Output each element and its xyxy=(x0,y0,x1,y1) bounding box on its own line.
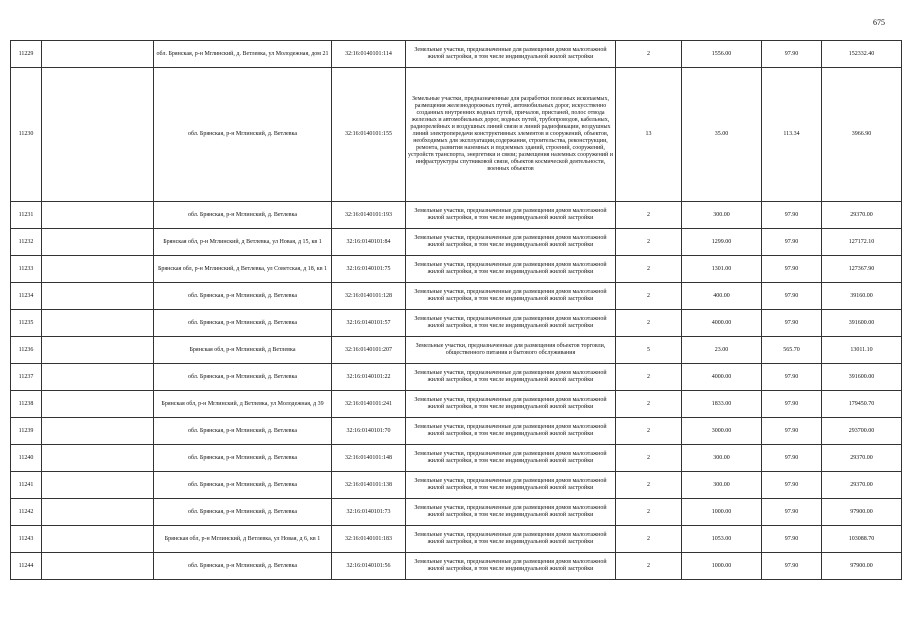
land-use-cell: Земельные участки, предназначенные для размещения домов малоэтажной жилой застройки, в том числе индивидуальной жилой застройки xyxy=(406,418,616,445)
cadastral-number-cell: 32:16:0140101:56 xyxy=(332,553,406,580)
row-id-cell: 11232 xyxy=(11,229,42,256)
row-id-cell: 11236 xyxy=(11,337,42,364)
row-id-cell: 11231 xyxy=(11,202,42,229)
area-cell: 4000.00 xyxy=(682,364,762,391)
specific-value-cell: 113.34 xyxy=(762,68,822,202)
area-cell: 1833.00 xyxy=(682,391,762,418)
row-id-cell: 11233 xyxy=(11,256,42,283)
use-code-cell: 2 xyxy=(616,364,682,391)
address-cell: Брянская обл, р-н Мглинский, д Ветлевка, ул Новая, д 15, кв 1 xyxy=(154,229,332,256)
land-use-cell: Земельные участки, предназначенные для размещения домов малоэтажной жилой застройки, в том числе индивидуальной жилой застройки xyxy=(406,229,616,256)
cadastral-number-cell: 32:16:0140101:114 xyxy=(332,41,406,68)
specific-value-cell: 97.90 xyxy=(762,553,822,580)
address-cell: Брянская обл, р-н Мглинский, д Ветлевка, ул Новая, д 6, кв 1 xyxy=(154,526,332,553)
address-cell: обл. Брянская, р-н Мглинский, д. Ветлевка xyxy=(154,499,332,526)
specific-value-cell: 97.90 xyxy=(762,364,822,391)
area-cell: 1053.00 xyxy=(682,526,762,553)
area-cell: 300.00 xyxy=(682,472,762,499)
land-use-cell: Земельные участки, предназначенные для размещения домов малоэтажной жилой застройки, в том числе индивидуальной жилой застройки xyxy=(406,526,616,553)
cadastral-number-cell: 32:16:0140101:138 xyxy=(332,472,406,499)
blank-cell xyxy=(42,337,154,364)
blank-cell xyxy=(42,202,154,229)
specific-value-cell: 97.90 xyxy=(762,283,822,310)
row-id-cell: 11234 xyxy=(11,283,42,310)
cadastral-value-cell: 29370.00 xyxy=(822,445,902,472)
use-code-cell: 2 xyxy=(616,418,682,445)
cadastral-value-cell: 179450.70 xyxy=(822,391,902,418)
table-row xyxy=(11,445,902,472)
cadastral-value-cell: 39160.00 xyxy=(822,283,902,310)
specific-value-cell: 97.90 xyxy=(762,526,822,553)
use-code-cell: 2 xyxy=(616,41,682,68)
cadastral-value-cell: 127172.10 xyxy=(822,229,902,256)
blank-cell xyxy=(42,229,154,256)
use-code-cell: 2 xyxy=(616,391,682,418)
cadastral-number-cell: 32:16:0140101:193 xyxy=(332,202,406,229)
address-cell: обл. Брянская, р-н Мглинский, д. Ветлевка xyxy=(154,202,332,229)
cadastral-number-cell: 32:16:0140101:22 xyxy=(332,364,406,391)
land-use-cell: Земельные участки, предназначенные для размещения домов малоэтажной жилой застройки, в том числе индивидуальной жилой застройки xyxy=(406,256,616,283)
blank-cell xyxy=(42,364,154,391)
row-id-cell: 11242 xyxy=(11,499,42,526)
cadastral-value-cell: 13011.10 xyxy=(822,337,902,364)
address-cell: Брянская обл, р-н Мглинский, д Ветлевка, ул Советская, д 18, кв 1 xyxy=(154,256,332,283)
area-cell: 23.00 xyxy=(682,337,762,364)
table-row xyxy=(11,41,902,68)
row-id-cell: 11243 xyxy=(11,526,42,553)
address-cell: обл. Брянская, р-н Мглинский, д. Ветлевка xyxy=(154,364,332,391)
blank-cell xyxy=(42,41,154,68)
specific-value-cell: 97.90 xyxy=(762,229,822,256)
page-number: 675 xyxy=(873,18,885,27)
use-code-cell: 2 xyxy=(616,202,682,229)
table-row xyxy=(11,472,902,499)
table-row xyxy=(11,283,902,310)
table-row xyxy=(11,391,902,418)
use-code-cell: 2 xyxy=(616,256,682,283)
use-code-cell: 2 xyxy=(616,445,682,472)
table-row xyxy=(11,499,902,526)
cadastral-value-cell: 127367.90 xyxy=(822,256,902,283)
table-row xyxy=(11,526,902,553)
cadastral-value-cell: 293700.00 xyxy=(822,418,902,445)
cadastral-number-cell: 32:16:0140101:155 xyxy=(332,68,406,202)
row-id-cell: 11229 xyxy=(11,41,42,68)
table-row xyxy=(11,553,902,580)
cadastral-value-cell: 103088.70 xyxy=(822,526,902,553)
specific-value-cell: 97.90 xyxy=(762,256,822,283)
area-cell: 300.00 xyxy=(682,445,762,472)
specific-value-cell: 97.90 xyxy=(762,499,822,526)
row-id-cell: 11241 xyxy=(11,472,42,499)
use-code-cell: 5 xyxy=(616,337,682,364)
use-code-cell: 13 xyxy=(616,68,682,202)
address-cell: обл. Брянская, р-н Мглинский, д. Ветлевка xyxy=(154,472,332,499)
specific-value-cell: 97.90 xyxy=(762,41,822,68)
row-id-cell: 11240 xyxy=(11,445,42,472)
use-code-cell: 2 xyxy=(616,553,682,580)
row-id-cell: 11235 xyxy=(11,310,42,337)
specific-value-cell: 97.90 xyxy=(762,418,822,445)
specific-value-cell: 97.90 xyxy=(762,472,822,499)
row-id-cell: 11244 xyxy=(11,553,42,580)
use-code-cell: 2 xyxy=(616,229,682,256)
land-use-cell: Земельные участки, предназначенные для размещения домов малоэтажной жилой застройки, в том числе индивидуальной жилой застройки xyxy=(406,445,616,472)
area-cell: 400.00 xyxy=(682,283,762,310)
blank-cell xyxy=(42,283,154,310)
address-cell: Брянская обл, р-н Мглинский, д Ветлевка, ул Молодежная, д 39 xyxy=(154,391,332,418)
blank-cell xyxy=(42,526,154,553)
cadastral-value-cell: 97900.00 xyxy=(822,499,902,526)
cadastral-number-cell: 32:16:0140101:183 xyxy=(332,526,406,553)
blank-cell xyxy=(42,418,154,445)
specific-value-cell: 97.90 xyxy=(762,202,822,229)
table-row xyxy=(11,310,902,337)
cadastral-value-cell: 391600.00 xyxy=(822,310,902,337)
land-use-cell: Земельные участки, предназначенные для размещения домов малоэтажной жилой застройки, в том числе индивидуальной жилой застройки xyxy=(406,202,616,229)
specific-value-cell: 97.90 xyxy=(762,445,822,472)
table-row xyxy=(11,202,902,229)
cadastral-number-cell: 32:16:0140101:207 xyxy=(332,337,406,364)
address-cell: Брянская обл, р-н Мглинский, д Ветлевка xyxy=(154,337,332,364)
area-cell: 1000.00 xyxy=(682,553,762,580)
cadastral-value-cell: 152332.40 xyxy=(822,41,902,68)
area-cell: 300.00 xyxy=(682,202,762,229)
cadastral-value-cell: 29370.00 xyxy=(822,472,902,499)
address-cell: обл. Брянская, р-н Мглинский, д. Ветлевка xyxy=(154,553,332,580)
land-use-cell: Земельные участки, предназначенные для размещения домов малоэтажной жилой застройки, в том числе индивидуальной жилой застройки xyxy=(406,499,616,526)
use-code-cell: 2 xyxy=(616,310,682,337)
area-cell: 1301.00 xyxy=(682,256,762,283)
cadastral-number-cell: 32:16:0140101:75 xyxy=(332,256,406,283)
blank-cell xyxy=(42,391,154,418)
table-row xyxy=(11,364,902,391)
use-code-cell: 2 xyxy=(616,472,682,499)
land-use-cell: Земельные участки, предназначенные для размещения домов малоэтажной жилой застройки, в том числе индивидуальной жилой застройки xyxy=(406,310,616,337)
blank-cell xyxy=(42,256,154,283)
table-row xyxy=(11,337,902,364)
cadastral-number-cell: 32:16:0140101:70 xyxy=(332,418,406,445)
cadastral-number-cell: 32:16:0140101:128 xyxy=(332,283,406,310)
cadastral-number-cell: 32:16:0140101:73 xyxy=(332,499,406,526)
land-use-cell: Земельные участки, предназначенные для размещения домов малоэтажной жилой застройки, в том числе индивидуальной жилой застройки xyxy=(406,391,616,418)
row-id-cell: 11238 xyxy=(11,391,42,418)
cadastral-number-cell: 32:16:0140101:148 xyxy=(332,445,406,472)
area-cell: 1000.00 xyxy=(682,499,762,526)
specific-value-cell: 565.70 xyxy=(762,337,822,364)
blank-cell xyxy=(42,445,154,472)
address-cell: обл. Брянская, р-н Мглинский, д. Ветлевка xyxy=(154,68,332,202)
land-use-cell: Земельные участки, предназначенные для размещения домов малоэтажной жилой застройки, в том числе индивидуальной жилой застройки xyxy=(406,283,616,310)
land-use-cell: Земельные участки, предназначенные для размещения домов малоэтажной жилой застройки, в том числе индивидуальной жилой застройки xyxy=(406,364,616,391)
area-cell: 4000.00 xyxy=(682,310,762,337)
blank-cell xyxy=(42,310,154,337)
address-cell: обл. Брянская, р-н Мглинский, д. Ветлевка xyxy=(154,418,332,445)
table-row xyxy=(11,418,902,445)
use-code-cell: 2 xyxy=(616,499,682,526)
blank-cell xyxy=(42,553,154,580)
table-row xyxy=(11,229,902,256)
cadastral-value-cell: 29370.00 xyxy=(822,202,902,229)
address-cell: обл. Брянская, р-н Мглинский, д. Ветлевка xyxy=(154,310,332,337)
cadastral-value-cell: 97900.00 xyxy=(822,553,902,580)
blank-cell xyxy=(42,499,154,526)
area-cell: 3000.00 xyxy=(682,418,762,445)
cadastral-value-table xyxy=(10,40,902,580)
land-use-cell: Земельные участки, предназначенные для размещения домов малоэтажной жилой застройки, в том числе индивидуальной жилой застройки xyxy=(406,41,616,68)
row-id-cell: 11230 xyxy=(11,68,42,202)
cadastral-value-cell: 391600.00 xyxy=(822,364,902,391)
land-use-cell: Земельные участки, предназначенные для размещения домов малоэтажной жилой застройки, в том числе индивидуальной жилой застройки xyxy=(406,472,616,499)
land-use-cell: Земельные участки, предназначенные для размещения объектов торговли, общественного питания и бытового обслуживания xyxy=(406,337,616,364)
address-cell: обл. Брянская, р-н Мглинский, д. Ветлевка xyxy=(154,283,332,310)
cadastral-number-cell: 32:16:0140101:84 xyxy=(332,229,406,256)
area-cell: 1556.00 xyxy=(682,41,762,68)
table-row xyxy=(11,256,902,283)
cadastral-value-cell: 3966.90 xyxy=(822,68,902,202)
cadastral-number-cell: 32:16:0140101:57 xyxy=(332,310,406,337)
address-cell: обл. Брянская, р-н Мглинский, д. Ветлевка xyxy=(154,445,332,472)
blank-cell xyxy=(42,472,154,499)
area-cell: 1299.00 xyxy=(682,229,762,256)
use-code-cell: 2 xyxy=(616,526,682,553)
area-cell: 35.00 xyxy=(682,68,762,202)
specific-value-cell: 97.90 xyxy=(762,310,822,337)
row-id-cell: 11239 xyxy=(11,418,42,445)
cadastral-number-cell: 32:16:0140101:241 xyxy=(332,391,406,418)
table-row xyxy=(11,68,902,202)
land-use-cell: Земельные участки, предназначенные для размещения домов малоэтажной жилой застройки, в том числе индивидуальной жилой застройки xyxy=(406,553,616,580)
use-code-cell: 2 xyxy=(616,283,682,310)
address-cell: обл. Брянская, р-н Мглинский, д. Ветлевка, ул Молодежная, дом 21 xyxy=(154,41,332,68)
land-use-cell: Земельные участки, предназначенные для разработки полезных ископаемых, размещения железнодорожных путей, автомобильных дорог, искусственно созданных внутренних водных путей, причалов, пристаней, полос отвода железных и автомобильных дорог, водных путей, трубопроводов, кабельных, радиорелейных и воздушных линий связи и линий радиофикации, воздушных линий электропередачи конструктивных элементов и сооружений, объектов, необходимых для эксплуатации,содержания, строительства, реконструкции, ремонта, развития наземных и подземных зданий, строений, сооружений, устройств транспорта, энергетики и связи; размещения наземных сооружений и инфраструктуры спутниковой связи, объектов космической деятельности, военных объектов xyxy=(406,68,616,202)
blank-cell xyxy=(42,68,154,202)
row-id-cell: 11237 xyxy=(11,364,42,391)
specific-value-cell: 97.90 xyxy=(762,391,822,418)
